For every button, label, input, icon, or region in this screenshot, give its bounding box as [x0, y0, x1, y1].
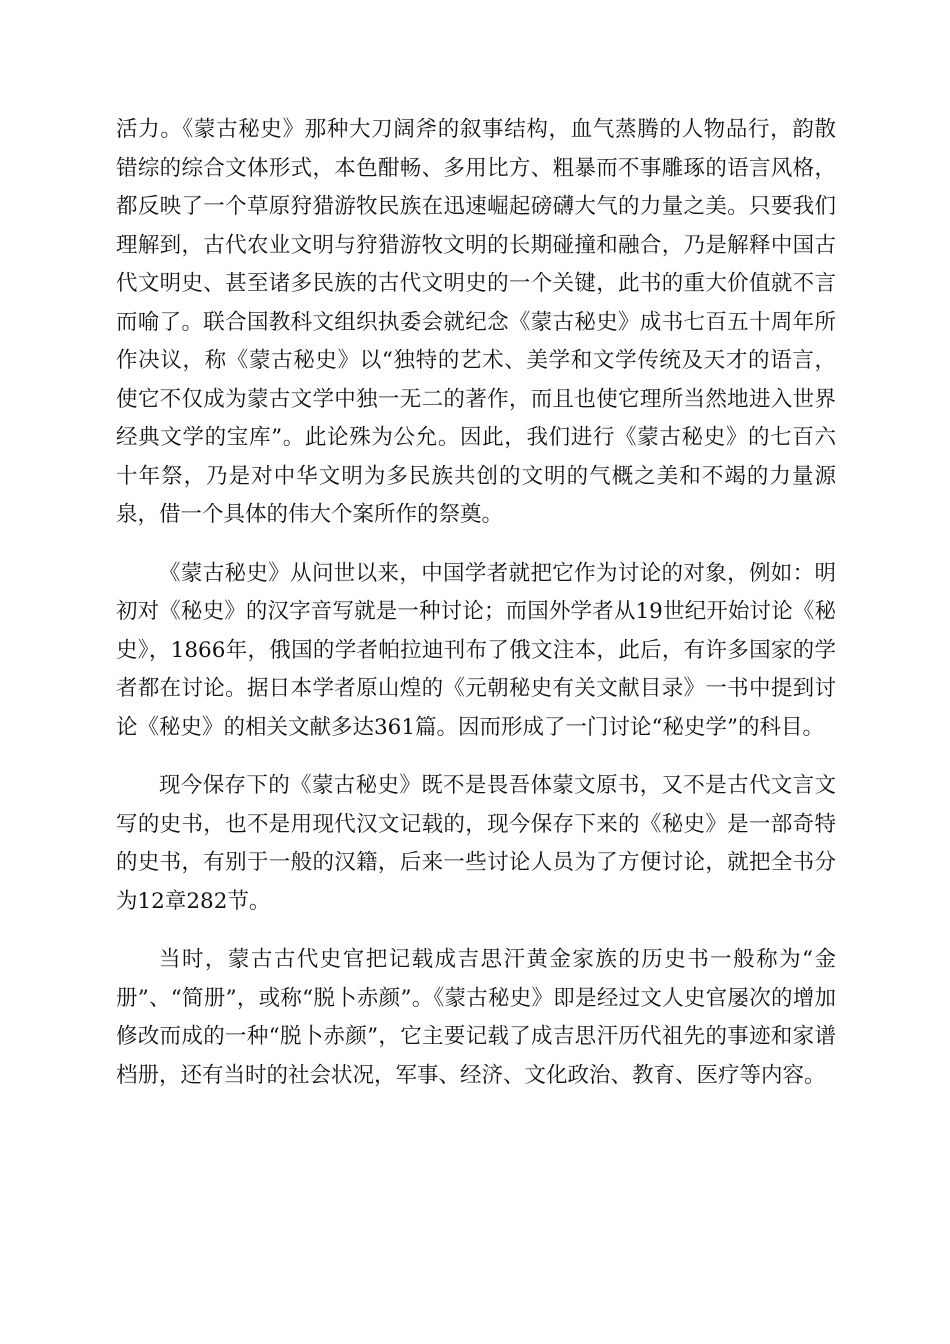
paragraph-research-history: 《蒙古秘史》从问世以来，中国学者就把它作为讨论的对象，例如：明初对《秘史》的汉字音写就是一种讨论；而国外学者从19世纪开始讨论《秘史》，1866年，俄国的学者帕拉迪刊布了俄文注本，此后，有许多国家的学者都在讨论。据日本学者原山煌的《元朝秘史有关文献目录》一书中提到讨论《秘史》的相关文献多达361篇。因而形成了一门讨论“秘史学”的科目。: [116, 560, 836, 740]
paragraph-continuation: 活力。《蒙古秘史》那种大刀阔斧的叙事结构，血气蒸腾的人物品行，韵散错综的综合文体形式，本色酣畅、多用比方、粗暴而不事雕琢的语言风格，都反映了一个草原狩猎游牧民族在迅速崛起磅礴大气的力量之美。只要我们理解到，古代农业文明与狩猎游牧文明的长期碰撞和融合，乃是解释中国古代文明史、甚至诸多民族的古代文明史的一个关键，此书的重大价值就不言而喻了。联合国教科文组织执委会就纪念《蒙古秘史》成书七百五十周年所作决议，称《蒙古秘史》以“独特的艺术、美学和文学传统及天才的语言，使它不仅成为蒙古文学中独一无二的著作，而且也使它理所当然地进入世界经典文学的宝库”。此论殊为公允。因此，我们进行《蒙古秘史》的七百六十年祭，乃是对中华文明为多民族共创的文明的气概之美和不竭的力量源泉，借一个具体的伟大个案所作的祭奠。: [116, 117, 836, 527]
paragraph-preserved-text: 现今保存下的《蒙古秘史》既不是畏吾体蒙文原书，又不是古代文言文写的史书，也不是用现代汉文记载的，现今保存下来的《秘史》是一部奇特的史书，有别于一般的汉籍，后来一些讨论人员为了方便讨论，就把全书分为12章282节。: [116, 773, 836, 914]
document-body: [116, 111, 836, 1115]
paragraph-historians: 当时，蒙古古代史官把记载成吉思汗黄金家族的历史书一般称为“金册”、“简册”，或称“脱卜赤颜”。《蒙古秘史》即是经过文人史官屡次的增加修改而成的一种“脱卜赤颜”，它主要记载了成吉思汗历代祖先的事迹和家谱档册，还有当时的社会状况，军事、经济、文化政治、教育、医疗等内容。: [116, 947, 836, 1088]
